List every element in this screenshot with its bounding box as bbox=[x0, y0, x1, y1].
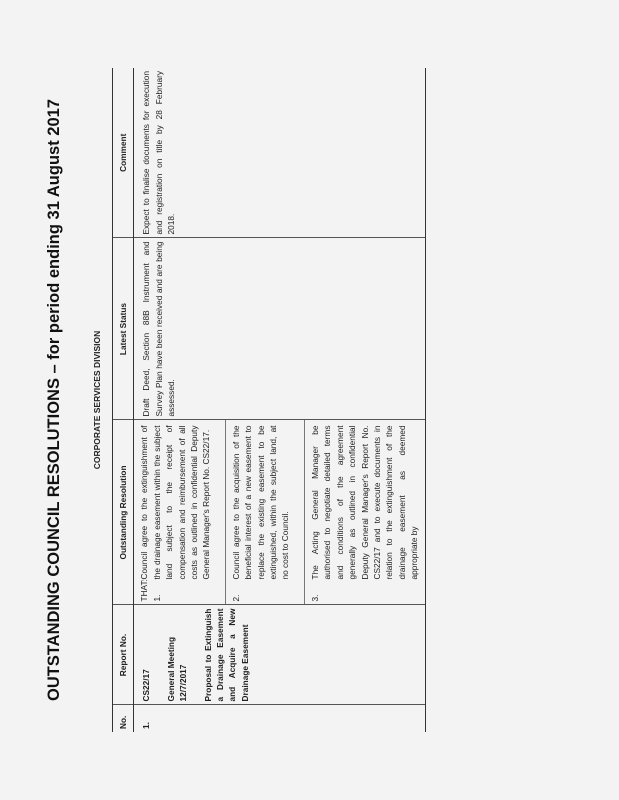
resolution-number: 2. bbox=[230, 594, 241, 602]
meeting-info: General Meeting 12/7/2017 bbox=[165, 636, 189, 702]
resolution-item bbox=[134, 421, 224, 605]
resolution-number: 3. bbox=[309, 594, 320, 602]
resolution-text: Council agree to the extinguishment of the drainage easement within the subject land subject to the receipt of compensation and reimbursement of all costs as outlined in confidential Deputy General Manager's Report No. CS22/17. bbox=[139, 425, 212, 580]
header-no: No. bbox=[113, 705, 134, 732]
header-report-no: Report No. bbox=[113, 605, 134, 705]
resolution-text: Council agree to the acquisition of the beneficial interest of a new easement to replace the existing easement to be extinguished, within the subject land, at no cost to Council. bbox=[230, 425, 291, 580]
report-cell bbox=[134, 605, 425, 705]
report-number: CS22/17 bbox=[141, 669, 152, 702]
row-number: 1. bbox=[134, 705, 425, 732]
resolution-number: THAT: 1. bbox=[139, 579, 162, 602]
resolution-text: The Acting General Manager be authorised to negotiate detailed terms and conditions of the agreement generally as outlined in confidential Deputy General Manager's Report No. CS22/17 and to execute documents in relation to the extinguishment of the drainage easement as deemed appropriate by bbox=[309, 425, 420, 580]
page-title: OUTSTANDING COUNCIL RESOLUTIONS – for period ending 31 August 2017 bbox=[45, 99, 63, 702]
division-heading: CORPORATE SERVICES DIVISION bbox=[92, 330, 102, 470]
comment-cell: Expect to finalise documents for execution and registration on title by 28 February 2018. bbox=[134, 68, 425, 238]
header-status: Latest Status bbox=[113, 238, 134, 420]
report-description: Proposal to Extinguish a Drainage Easement and Acquire a New Drainage Easement bbox=[202, 608, 250, 702]
resolution-item bbox=[304, 421, 425, 605]
header-comment: Comment bbox=[113, 68, 134, 238]
table-header-row bbox=[113, 68, 134, 732]
header-resolution: Outstanding Resolution bbox=[113, 420, 134, 605]
resolution-cell bbox=[134, 420, 425, 605]
resolutions-table bbox=[112, 68, 426, 732]
table-row bbox=[134, 68, 425, 732]
resolution-item bbox=[225, 421, 304, 605]
status-cell: Draft Deed, Section 88B Instrument and Survey Plan have been received and are being assessed. bbox=[134, 238, 425, 420]
